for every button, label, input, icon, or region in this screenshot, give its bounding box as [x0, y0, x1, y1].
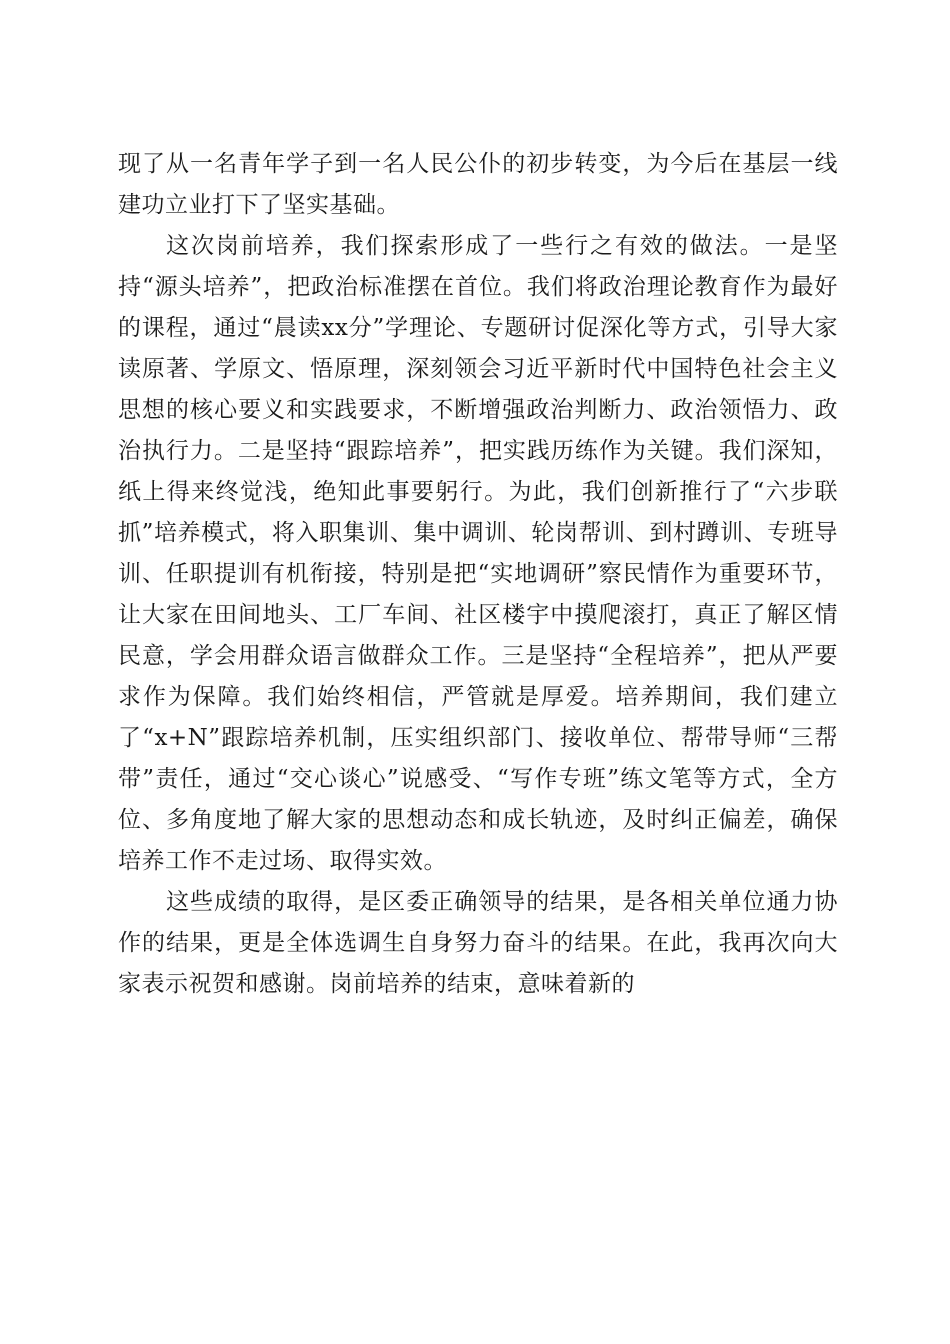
paragraph-achievements: 这些成绩的取得，是区委正确领导的结果，是各相关单位通力协作的结果，更是全体选调生自身努力奋斗的结果。在此，我再次向大家表示祝贺和感谢。岗前培养的结束，意味着新的: [118, 889, 838, 997]
paragraph-practices: 这次岗前培养，我们探索形成了一些行之有效的做法。一是坚持“源头培养”，把政治标准摆在首位。我们将政治理论教育作为最好的课程，通过“晨读xx分”学理论、专题研讨促深化等方式，引导大家读原著、学原文、悟原理，深刻领会习近平新时代中国特色社会主义思想的核心要义和实践要求，不断增强政治判断力、政治领悟力、政治执行力。二是坚持“跟踪培养”，把实践历练作为关键。我们深知，纸上得来终觉浅，绝知此事要躬行。为此，我们创新推行了“六步联抓”培养模式，将入职集训、集中调训、轮岗帮训、到村蹲训、专班导训、任职提训有机衔接，特别是把“实地调研”察民情作为重要环节，让大家在田间地头、工厂车间、社区楼宇中摸爬滚打，真正了解区情民意，学会用群众语言做群众工作。三是坚持“全程培养”，把从严要求作为保障。我们始终相信，严管就是厚爱。培养期间，我们建立了“x+N”跟踪培养机制，压实组织部门、接收单位、帮带导师“三帮带”责任，通过“交心谈心”说感受、“写作专班”练文笔等方式，全方位、多角度地了解大家的思想动态和成长轨迹，及时纠正偏差，确保培养工作不走过场、取得实效。: [118, 233, 838, 874]
document-page: [118, 144, 838, 1005]
paragraph-continuation: 现了从一名青年学子到一名人民公仆的初步转变，为今后在基层一线建功立业打下了坚实基础。: [118, 151, 838, 218]
